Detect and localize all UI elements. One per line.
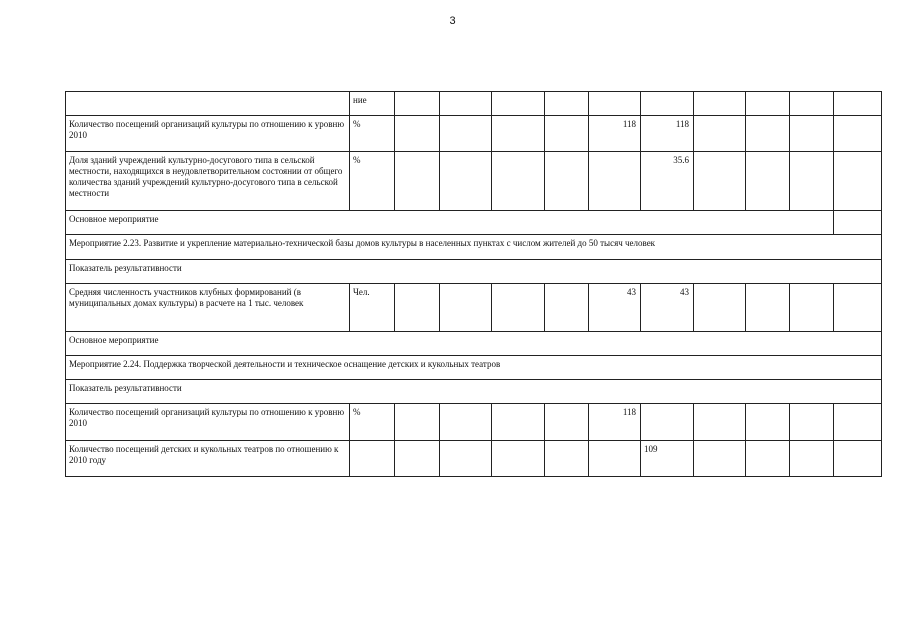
table-row bbox=[66, 116, 882, 152]
value-cell bbox=[834, 404, 882, 441]
indicator-name-cell: Доля зданий учреждений культурно-досугового типа в сельской местности, находящихся в неудовлетворительном состоянии от общего количества зданий учреждений культурно-досугового типа в сельской местности bbox=[66, 152, 350, 211]
value-cell bbox=[545, 284, 589, 332]
value-cell bbox=[395, 116, 440, 152]
value-cell bbox=[492, 116, 545, 152]
section-row bbox=[66, 211, 882, 235]
value-cell bbox=[545, 404, 589, 441]
value-cell bbox=[746, 284, 790, 332]
unit-cell: % bbox=[350, 116, 395, 152]
value-cell bbox=[790, 404, 834, 441]
value-cell bbox=[589, 92, 641, 116]
value-cell bbox=[589, 441, 641, 477]
value-cell bbox=[545, 92, 589, 116]
value-cell bbox=[694, 441, 746, 477]
value-cell bbox=[492, 92, 545, 116]
indicator-name-cell bbox=[66, 92, 350, 116]
value-cell: 43 bbox=[641, 284, 694, 332]
table-row bbox=[66, 152, 882, 211]
value-cell bbox=[790, 284, 834, 332]
unit-cell: Чел. bbox=[350, 284, 395, 332]
value-cell bbox=[440, 92, 492, 116]
value-cell bbox=[790, 441, 834, 477]
indicator-table bbox=[65, 91, 882, 477]
indicator-name-cell: Количество посещений организаций культуры по отношению к уровню 2010 bbox=[66, 116, 350, 152]
value-cell: 118 bbox=[589, 116, 641, 152]
value-cell bbox=[440, 284, 492, 332]
section-title: Основное мероприятие bbox=[66, 332, 882, 356]
section-row bbox=[66, 235, 882, 260]
value-cell bbox=[790, 152, 834, 211]
value-cell bbox=[492, 441, 545, 477]
unit-cell: ние bbox=[350, 92, 395, 116]
value-cell bbox=[746, 404, 790, 441]
value-cell bbox=[641, 404, 694, 441]
value-cell bbox=[834, 92, 882, 116]
value-cell bbox=[790, 116, 834, 152]
value-cell bbox=[440, 152, 492, 211]
section-row bbox=[66, 380, 882, 404]
value-cell bbox=[694, 404, 746, 441]
table-row bbox=[66, 284, 882, 332]
table-row bbox=[66, 441, 882, 477]
value-cell bbox=[492, 404, 545, 441]
value-cell bbox=[545, 116, 589, 152]
measure-title: Мероприятие 2.23. Развитие и укрепление материально-технической базы домов культуры в населенных пунктах с числом жителей до 50 тысяч человек bbox=[66, 235, 882, 260]
value-cell bbox=[395, 152, 440, 211]
unit-cell: % bbox=[350, 404, 395, 441]
value-cell bbox=[492, 152, 545, 211]
value-cell bbox=[790, 92, 834, 116]
indicator-heading: Показатель результативности bbox=[66, 260, 882, 284]
value-cell bbox=[694, 116, 746, 152]
indicator-name-cell: Средняя численность участников клубных формирований (в муниципальных домах культуры) в расчете на 1 тыс. человек bbox=[66, 284, 350, 332]
indicator-name-cell: Количество посещений детских и кукольных театров по отношению к 2010 году bbox=[66, 441, 350, 477]
indicator-heading: Показатель результативности bbox=[66, 380, 882, 404]
table-row bbox=[66, 92, 882, 116]
value-cell: 109 bbox=[641, 441, 694, 477]
section-row bbox=[66, 356, 882, 380]
value-cell bbox=[395, 441, 440, 477]
section-title: Основное мероприятие bbox=[66, 211, 834, 235]
value-cell: 43 bbox=[589, 284, 641, 332]
value-cell bbox=[746, 92, 790, 116]
value-cell bbox=[395, 404, 440, 441]
value-cell: 35.6 bbox=[641, 152, 694, 211]
unit-cell: % bbox=[350, 152, 395, 211]
value-cell bbox=[834, 441, 882, 477]
value-cell bbox=[395, 92, 440, 116]
value-cell bbox=[641, 92, 694, 116]
value-cell bbox=[746, 441, 790, 477]
value-cell bbox=[746, 116, 790, 152]
value-cell: 118 bbox=[589, 404, 641, 441]
value-cell bbox=[440, 404, 492, 441]
indicator-name-cell: Количество посещений организаций культуры по отношению к уровню 2010 bbox=[66, 404, 350, 441]
section-row bbox=[66, 260, 882, 284]
page-number: 3 bbox=[449, 15, 456, 27]
value-cell bbox=[694, 92, 746, 116]
value-cell bbox=[395, 284, 440, 332]
value-cell bbox=[694, 152, 746, 211]
value-cell bbox=[492, 284, 545, 332]
table-row bbox=[66, 404, 882, 441]
value-cell bbox=[834, 284, 882, 332]
value-cell bbox=[834, 211, 882, 235]
value-cell bbox=[545, 152, 589, 211]
value-cell bbox=[834, 152, 882, 211]
value-cell bbox=[834, 116, 882, 152]
value-cell bbox=[694, 284, 746, 332]
unit-cell bbox=[350, 441, 395, 477]
value-cell bbox=[746, 152, 790, 211]
value-cell bbox=[440, 116, 492, 152]
value-cell bbox=[440, 441, 492, 477]
section-row bbox=[66, 332, 882, 356]
value-cell: 118 bbox=[641, 116, 694, 152]
measure-title: Мероприятие 2.24. Поддержка творческой деятельности и техническое оснащение детских и кукольных театров bbox=[66, 356, 882, 380]
value-cell bbox=[545, 441, 589, 477]
value-cell bbox=[589, 152, 641, 211]
